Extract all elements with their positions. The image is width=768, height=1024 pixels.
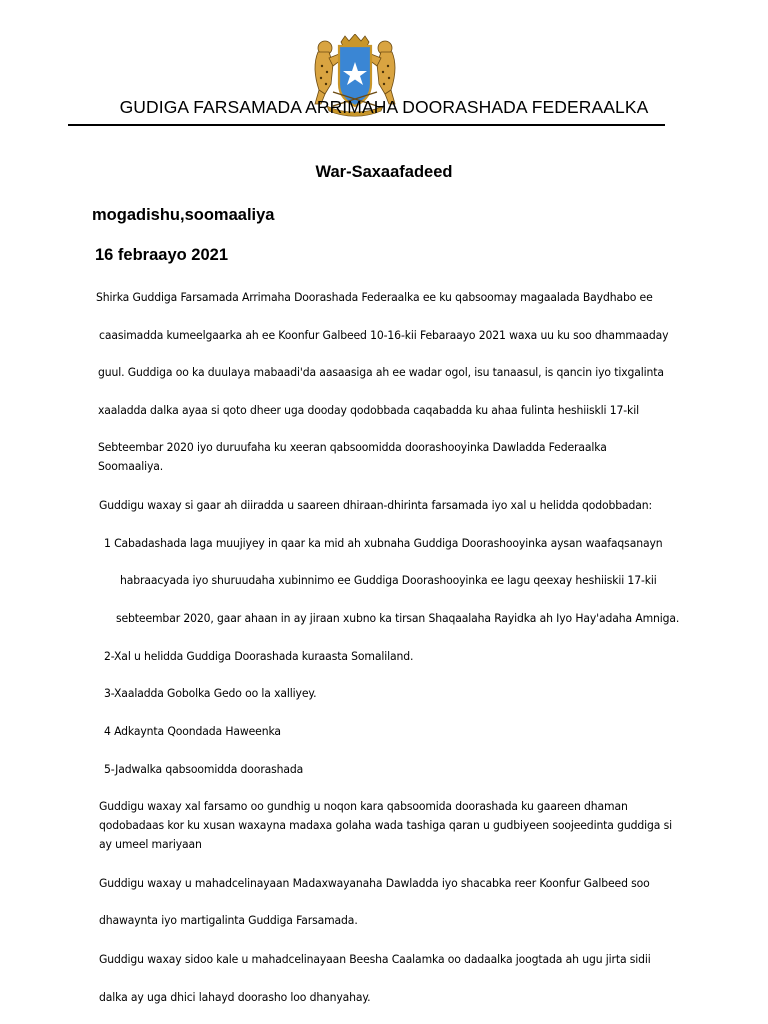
- list-item: 3-Xaaladda Gobolka Gedo oo la xalliyey.: [104, 686, 317, 700]
- thanks-line: dalka ay uga dhici lahayd doorasho loo dhanyahay.: [99, 990, 371, 1004]
- list-item-continuation: sebteembar 2020, gaar ahaan in ay jiraan xubno ka tirsan Shaqaalaha Rayidka ah Iyo Hay'adaha Amniga.: [116, 611, 680, 625]
- list-item-continuation: habraacyada iyo shuruudaha xubinnimo ee Guddiga Doorashooyinka ee lagu qeexay heshiiskii 17-kii: [120, 573, 657, 587]
- intro-line: xaaladda dalka ayaa si qoto dheer uga dooday qodobbada caqabadda ku ahaa fulinta heshiiskli 17-kil: [98, 403, 639, 417]
- committee-title: GUDIGA FARSAMADA ARRIMAHA DOORASHADA FEDERAALKA: [119, 97, 649, 117]
- intro-line: Soomaaliya.: [98, 459, 164, 473]
- list-item: 2-Xal u helidda Guddiga Doorashada kuraasta Somaliland.: [104, 649, 414, 663]
- thanks-line: Guddigu waxay u mahadcelinayaan Madaxwayanaha Dawladda iyo shacabka reer Koonfur Galbeed soo: [99, 876, 650, 890]
- intro-line: Sebteembar 2020 iyo duruufaha ku xeeran qabsoomidda doorashooyinka Dawladda Federaalka: [98, 440, 607, 454]
- solution-line: ay umeel mariyaan: [99, 837, 202, 851]
- list-item: 1 Cabadashada laga muujiyey in qaar ka mid ah xubnaha Guddiga Doorashooyinka aysan waafaqsanayn: [104, 536, 663, 550]
- intro-line: Shirka Guddiga Farsamada Arrimaha Doorashada Federaalka ee ku qabsoomay magaalada Baydhabo ee: [96, 290, 653, 304]
- place-line: mogadishu,soomaaliya: [92, 206, 275, 224]
- date-line: 16 febraayo 2021: [95, 246, 229, 264]
- agreed-intro: Guddigu waxay si gaar ah diiradda u saareen dhiraan-dhirinta farsamada iyo xal u helidda qodobbadan:: [99, 498, 652, 512]
- document-heading: War-Saxaafadeed: [315, 163, 453, 181]
- thanks-line: dhawaynta iyo martigalinta Guddiga Farsamada.: [99, 913, 358, 927]
- thanks-line: Guddigu waxay sidoo kale u mahadcelinayaan Beesha Caalamka oo dadaalka joogtada ah ugu jirta sidii: [99, 952, 651, 966]
- header-divider: [68, 124, 665, 126]
- list-item: 5-Jadwalka qabsoomidda doorashada: [104, 762, 304, 776]
- intro-line: guul. Guddiga oo ka duulaya mabaadi'da aasaasiga ah ee wadar ogol, isu tanaasul, is qancin iyo tixgalinta: [98, 365, 664, 379]
- solution-line: qodobadaas kor ku xusan waxayna madaxa golaha wada tashiga qaran u gudbiyeen soojeedinta guddiga si: [99, 818, 672, 832]
- list-item: 4 Adkaynta Qoondada Haweenka: [104, 724, 281, 738]
- intro-line: caasimadda kumeelgaarka ah ee Koonfur Galbeed 10-16-kii Febaraayo 2021 waxa uu ku soo dhammaaday: [99, 328, 669, 342]
- solution-line: Guddigu waxay xal farsamo oo gundhig u noqon kara qabsoomida doorashada ku gaareen dhaman: [99, 799, 628, 813]
